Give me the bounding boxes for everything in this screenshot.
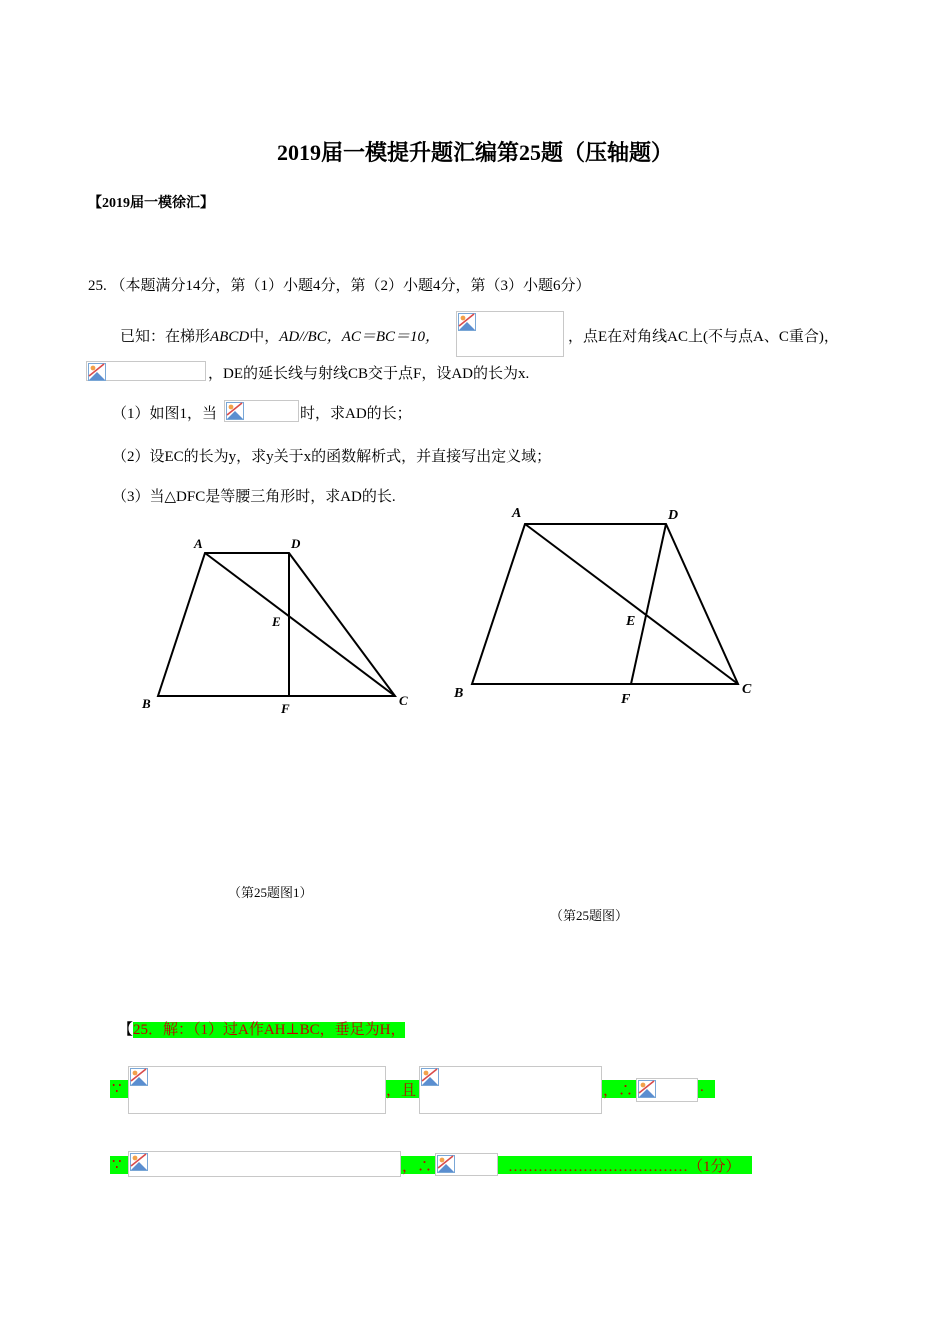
given-prefix: 已知：在梯形 <box>120 329 211 345</box>
formula-image-7 <box>128 1151 401 1177</box>
label-b: B <box>142 696 151 711</box>
broken-image-icon <box>638 1080 656 1098</box>
broken-image-icon <box>130 1068 148 1086</box>
period: . <box>700 1079 704 1095</box>
figure-2 <box>450 500 770 710</box>
because-symbol-2: ∵ <box>112 1157 122 1173</box>
formula-image-2 <box>86 361 206 381</box>
therefore-text: ，∴ <box>603 1083 634 1099</box>
figure-2-caption: （第25题图） <box>550 908 629 923</box>
and-text: ，且 <box>386 1083 417 1099</box>
broken-image-icon <box>226 402 244 420</box>
given-condition: AD//BC，AC＝BC＝10， <box>279 329 441 345</box>
broken-image-icon <box>88 363 106 381</box>
formula-image-6 <box>636 1078 698 1102</box>
given-after: ，点E在对角线AC上(不与点A、C重合)， <box>568 329 839 345</box>
label-a: A <box>194 536 203 551</box>
q1-suffix: 时，求AD的长； <box>300 406 412 422</box>
broken-image-icon <box>437 1155 455 1173</box>
q1-prefix: （1）如图1，当 <box>112 406 218 422</box>
label-d: D <box>668 508 679 523</box>
given-abcd: ABCD <box>210 329 250 345</box>
question-header: 25. （本题满分14分，第（1）小题4分，第（2）小题4分，第（3）小题6分） <box>88 278 591 294</box>
score-note: ………………………………（1分） <box>508 1159 741 1175</box>
label-a: A <box>512 506 522 521</box>
given-mid: 中， <box>249 329 280 345</box>
figure-1-caption: （第25题图1） <box>228 885 313 900</box>
formula-image-1 <box>456 311 564 357</box>
diagonal-ac <box>205 553 395 696</box>
label-f: F <box>621 692 631 707</box>
label-c: C <box>399 693 408 708</box>
q2: （2）设EC的长为y，求y关于x的函数解析式，并直接写出定义域； <box>112 449 552 465</box>
label-c: C <box>742 682 752 697</box>
broken-image-icon <box>458 313 476 331</box>
figure-1 <box>130 530 430 720</box>
given-line-2: ，DE的延长线与射线CB交于点F，设AD的长为x. <box>208 366 530 382</box>
section-heading: 【2019届一模徐汇】 <box>88 196 214 211</box>
therefore-text-2: ，∴ <box>402 1159 433 1175</box>
label-e: E <box>272 614 281 629</box>
broken-image-icon <box>421 1068 439 1086</box>
solution-line-1 <box>118 1018 405 1039</box>
label-d: D <box>291 536 301 551</box>
solution-step-1: 25．解：（1）过A作AH⊥BC，垂足为H， <box>133 1022 406 1038</box>
label-e: E <box>626 614 636 629</box>
trapezoid-abcd <box>472 524 738 684</box>
formula-image-3 <box>224 400 299 422</box>
given-line-1 <box>120 325 440 346</box>
diagonal-ac <box>525 524 738 684</box>
label-b: B <box>454 686 464 701</box>
formula-image-4 <box>128 1066 386 1114</box>
formula-image-5 <box>419 1066 602 1114</box>
formula-image-8 <box>435 1153 498 1176</box>
solution-open-bracket: 【 <box>118 1022 134 1038</box>
q3: （3）当△DFC是等腰三角形时，求AD的长. <box>112 489 396 505</box>
page-title: 2019届一模提升题汇编第25题（压轴题） <box>276 140 673 165</box>
label-f: F <box>281 701 290 716</box>
segment-df <box>631 524 666 684</box>
broken-image-icon <box>130 1153 148 1171</box>
because-symbol: ∵ <box>112 1081 122 1097</box>
